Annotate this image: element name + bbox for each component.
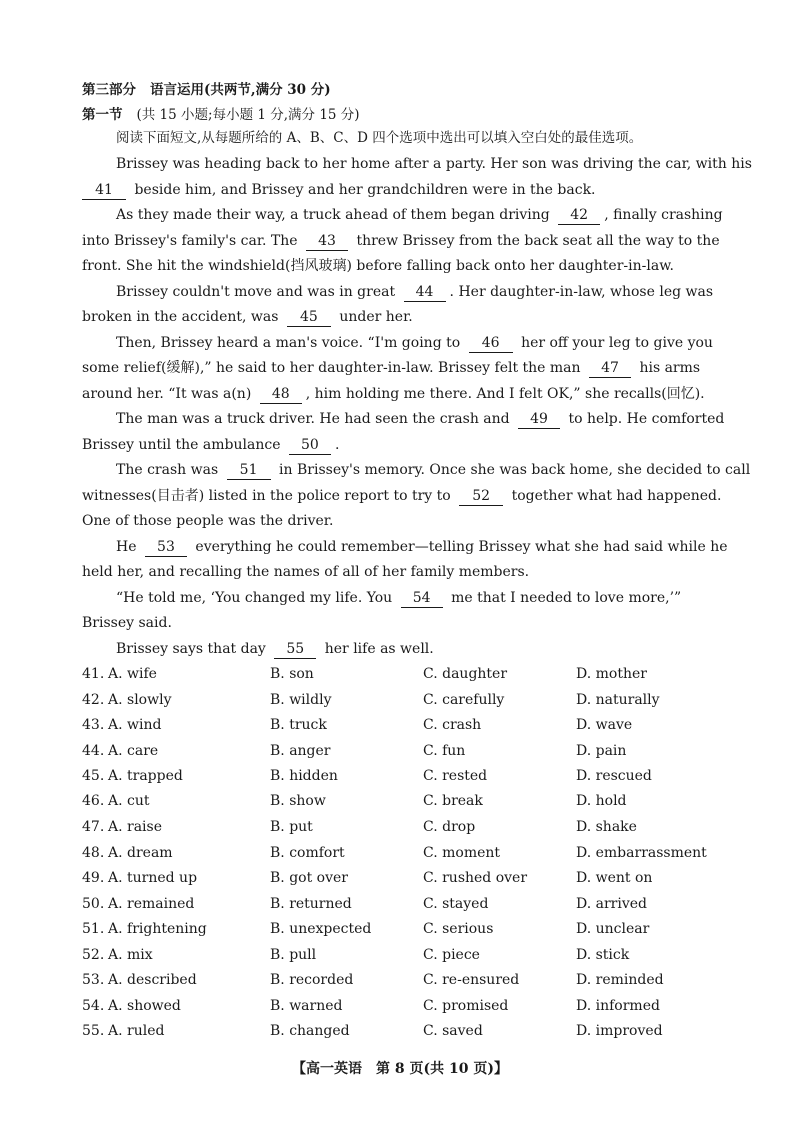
- option-d: D. reminded: [576, 972, 664, 988]
- question-50-options: [82, 894, 722, 914]
- question-49-options: [82, 868, 722, 888]
- option-a: A. mix: [108, 947, 153, 963]
- option-d: D. wave: [576, 717, 633, 733]
- option-c: C. re-ensured: [423, 972, 520, 988]
- option-c: C. rested: [423, 768, 488, 784]
- passage-line: into Brissey's family's car. The 43 threw Brissey from the back seat all the way to the: [82, 233, 720, 249]
- option-d: D. stick: [576, 947, 630, 963]
- option-c: C. crash: [423, 717, 482, 733]
- blank-43: 43: [306, 233, 348, 251]
- passage-line: around her. “It was a(n) 48 , him holding me there. And I felt OK,” she recalls(回忆).: [82, 386, 705, 402]
- blank-50: 50: [289, 437, 331, 455]
- option-b: B. comfort: [270, 845, 345, 861]
- question-number: 52.: [82, 947, 105, 963]
- question-53-options: [82, 970, 722, 990]
- question-44-options: [82, 741, 722, 761]
- passage-line: The man was a truck driver. He had seen the crash and 49 to help. He comforted: [116, 411, 725, 427]
- question-number: 55.: [82, 1023, 105, 1039]
- option-c: C. saved: [423, 1023, 483, 1039]
- option-c: C. carefully: [423, 692, 505, 708]
- passage-line: As they made their way, a truck ahead of them began driving 42 , finally crashing: [116, 207, 723, 223]
- passage-line: Brissey was heading back to her home after a party. Her son was driving the car, with his: [116, 156, 752, 172]
- option-c: C. fun: [423, 743, 466, 759]
- sub-title: 第一节: [82, 107, 123, 123]
- question-46-options: [82, 791, 722, 811]
- option-b: B. pull: [270, 947, 317, 963]
- question-42-options: [82, 690, 722, 710]
- option-c: C. daughter: [423, 666, 508, 682]
- blank-46: 46: [469, 335, 513, 353]
- passage-line: Brissey said.: [82, 615, 172, 631]
- option-c: C. drop: [423, 819, 476, 835]
- option-a: A. described: [108, 972, 197, 988]
- question-number: 45.: [82, 768, 105, 784]
- option-c: C. moment: [423, 845, 501, 861]
- passage-line: Brissey couldn't move and was in great 44 . Her daughter-in-law, whose leg was: [116, 284, 714, 300]
- passage-line: witnesses(目击者) listed in the police report to try to 52 together what had happened.: [82, 488, 722, 504]
- option-a: A. dream: [108, 845, 173, 861]
- question-number: 43.: [82, 717, 105, 733]
- option-b: B. truck: [270, 717, 327, 733]
- option-c: C. rushed over: [423, 870, 528, 886]
- option-a: A. raise: [108, 819, 162, 835]
- option-d: D. informed: [576, 998, 660, 1014]
- passage-line: Brissey says that day 55 her life as well.: [116, 641, 434, 657]
- option-b: B. got over: [270, 870, 348, 886]
- question-number: 41.: [82, 666, 105, 682]
- option-a: A. wind: [108, 717, 162, 733]
- blank-45: 45: [287, 309, 331, 327]
- question-47-options: [82, 817, 722, 837]
- option-d: D. mother: [576, 666, 647, 682]
- blank-54: 54: [401, 590, 443, 608]
- question-52-options: [82, 945, 722, 965]
- blank-55: 55: [274, 641, 316, 659]
- option-b: B. returned: [270, 896, 352, 912]
- passage-line: Brissey until the ambulance 50 .: [82, 437, 340, 453]
- option-b: B. anger: [270, 743, 331, 759]
- instruction: 阅读下面短文,从每题所给的 A、B、C、D 四个选项中选出可以填入空白处的最佳选项。: [116, 130, 643, 146]
- option-c: C. break: [423, 793, 483, 809]
- option-b: B. warned: [270, 998, 343, 1014]
- blank-51: 51: [227, 462, 271, 480]
- option-c: C. stayed: [423, 896, 489, 912]
- part-heading: [82, 78, 331, 98]
- blank-42: 42: [558, 207, 600, 225]
- option-b: B. hidden: [270, 768, 338, 784]
- question-number: 46.: [82, 793, 105, 809]
- passage-line: One of those people was the driver.: [82, 513, 334, 529]
- option-d: D. arrived: [576, 896, 647, 912]
- option-a: A. turned up: [108, 870, 198, 886]
- question-55-options: [82, 1021, 722, 1041]
- blank-44: 44: [404, 284, 446, 302]
- option-b: B. unexpected: [270, 921, 372, 937]
- blank-48: 48: [260, 386, 302, 404]
- blank-41: 41: [82, 182, 126, 200]
- blank-49: 49: [518, 411, 560, 429]
- question-51-options: [82, 919, 722, 939]
- question-48-options: [82, 843, 722, 863]
- option-a: A. remained: [108, 896, 195, 912]
- option-a: A. trapped: [108, 768, 183, 784]
- option-d: D. hold: [576, 793, 627, 809]
- passage-line: 41 beside him, and Brissey and her grandchildren were in the back.: [82, 180, 596, 200]
- question-number: 47.: [82, 819, 105, 835]
- option-b: B. show: [270, 793, 326, 809]
- option-a: A. frightening: [108, 921, 207, 937]
- option-b: B. put: [270, 819, 313, 835]
- passage-line: He 53 everything he could remember—telling Brissey what she had said while he: [116, 539, 728, 555]
- option-a: A. cut: [108, 793, 150, 809]
- option-d: D. naturally: [576, 692, 660, 708]
- option-a: A. slowly: [108, 692, 172, 708]
- sub-heading: [82, 103, 360, 123]
- question-number: 54.: [82, 998, 105, 1014]
- option-b: B. wildly: [270, 692, 332, 708]
- question-41-options: [82, 664, 722, 684]
- option-b: B. changed: [270, 1023, 350, 1039]
- option-c: C. piece: [423, 947, 480, 963]
- option-d: D. improved: [576, 1023, 663, 1039]
- question-number: 49.: [82, 870, 105, 886]
- question-number: 53.: [82, 972, 105, 988]
- passage-line: held her, and recalling the names of all of her family members.: [82, 564, 530, 580]
- passage-line: front. She hit the windshield(挡风玻璃) before falling back onto her daughter-in-law.: [82, 258, 674, 274]
- part-subtitle: 语言运用(共两节,满分 30 分): [150, 82, 331, 98]
- question-number: 42.: [82, 692, 105, 708]
- question-number: 48.: [82, 845, 105, 861]
- page-footer: 【高一英语 第 8 页(共 10 页)】: [292, 1061, 508, 1077]
- question-number: 51.: [82, 921, 105, 937]
- option-b: B. son: [270, 666, 314, 682]
- blank-47: 47: [589, 360, 631, 378]
- question-number: 50.: [82, 896, 105, 912]
- question-43-options: [82, 715, 722, 735]
- option-c: C. promised: [423, 998, 509, 1014]
- option-a: A. showed: [108, 998, 181, 1014]
- option-b: B. recorded: [270, 972, 354, 988]
- option-d: D. rescued: [576, 768, 652, 784]
- option-d: D. pain: [576, 743, 627, 759]
- sub-description: (共 15 小题;每小题 1 分,满分 15 分): [136, 107, 360, 123]
- option-d: D. embarrassment: [576, 845, 707, 861]
- question-54-options: [82, 996, 722, 1016]
- option-a: A. wife: [108, 666, 157, 682]
- option-a: A. ruled: [108, 1023, 165, 1039]
- question-45-options: [82, 766, 722, 786]
- passage-line: Then, Brissey heard a man's voice. “I'm going to 46 her off your leg to give you: [116, 335, 713, 351]
- option-d: D. shake: [576, 819, 637, 835]
- option-d: D. went on: [576, 870, 653, 886]
- passage-line: some relief(缓解),” he said to her daughter-in-law. Brissey felt the man 47 his arms: [82, 360, 701, 376]
- question-number: 44.: [82, 743, 105, 759]
- part-title: 第三部分: [82, 82, 136, 98]
- option-d: D. unclear: [576, 921, 650, 937]
- passage-line: broken in the accident, was 45 under her.: [82, 309, 413, 325]
- blank-53: 53: [145, 539, 187, 557]
- blank-52: 52: [459, 488, 503, 506]
- option-c: C. serious: [423, 921, 494, 937]
- option-a: A. care: [108, 743, 159, 759]
- passage-line: “He told me, ‘You changed my life. You 54 me that I needed to love more,’”: [116, 590, 682, 606]
- passage-line: The crash was 51 in Brissey's memory. Once she was back home, she decided to call: [116, 462, 751, 478]
